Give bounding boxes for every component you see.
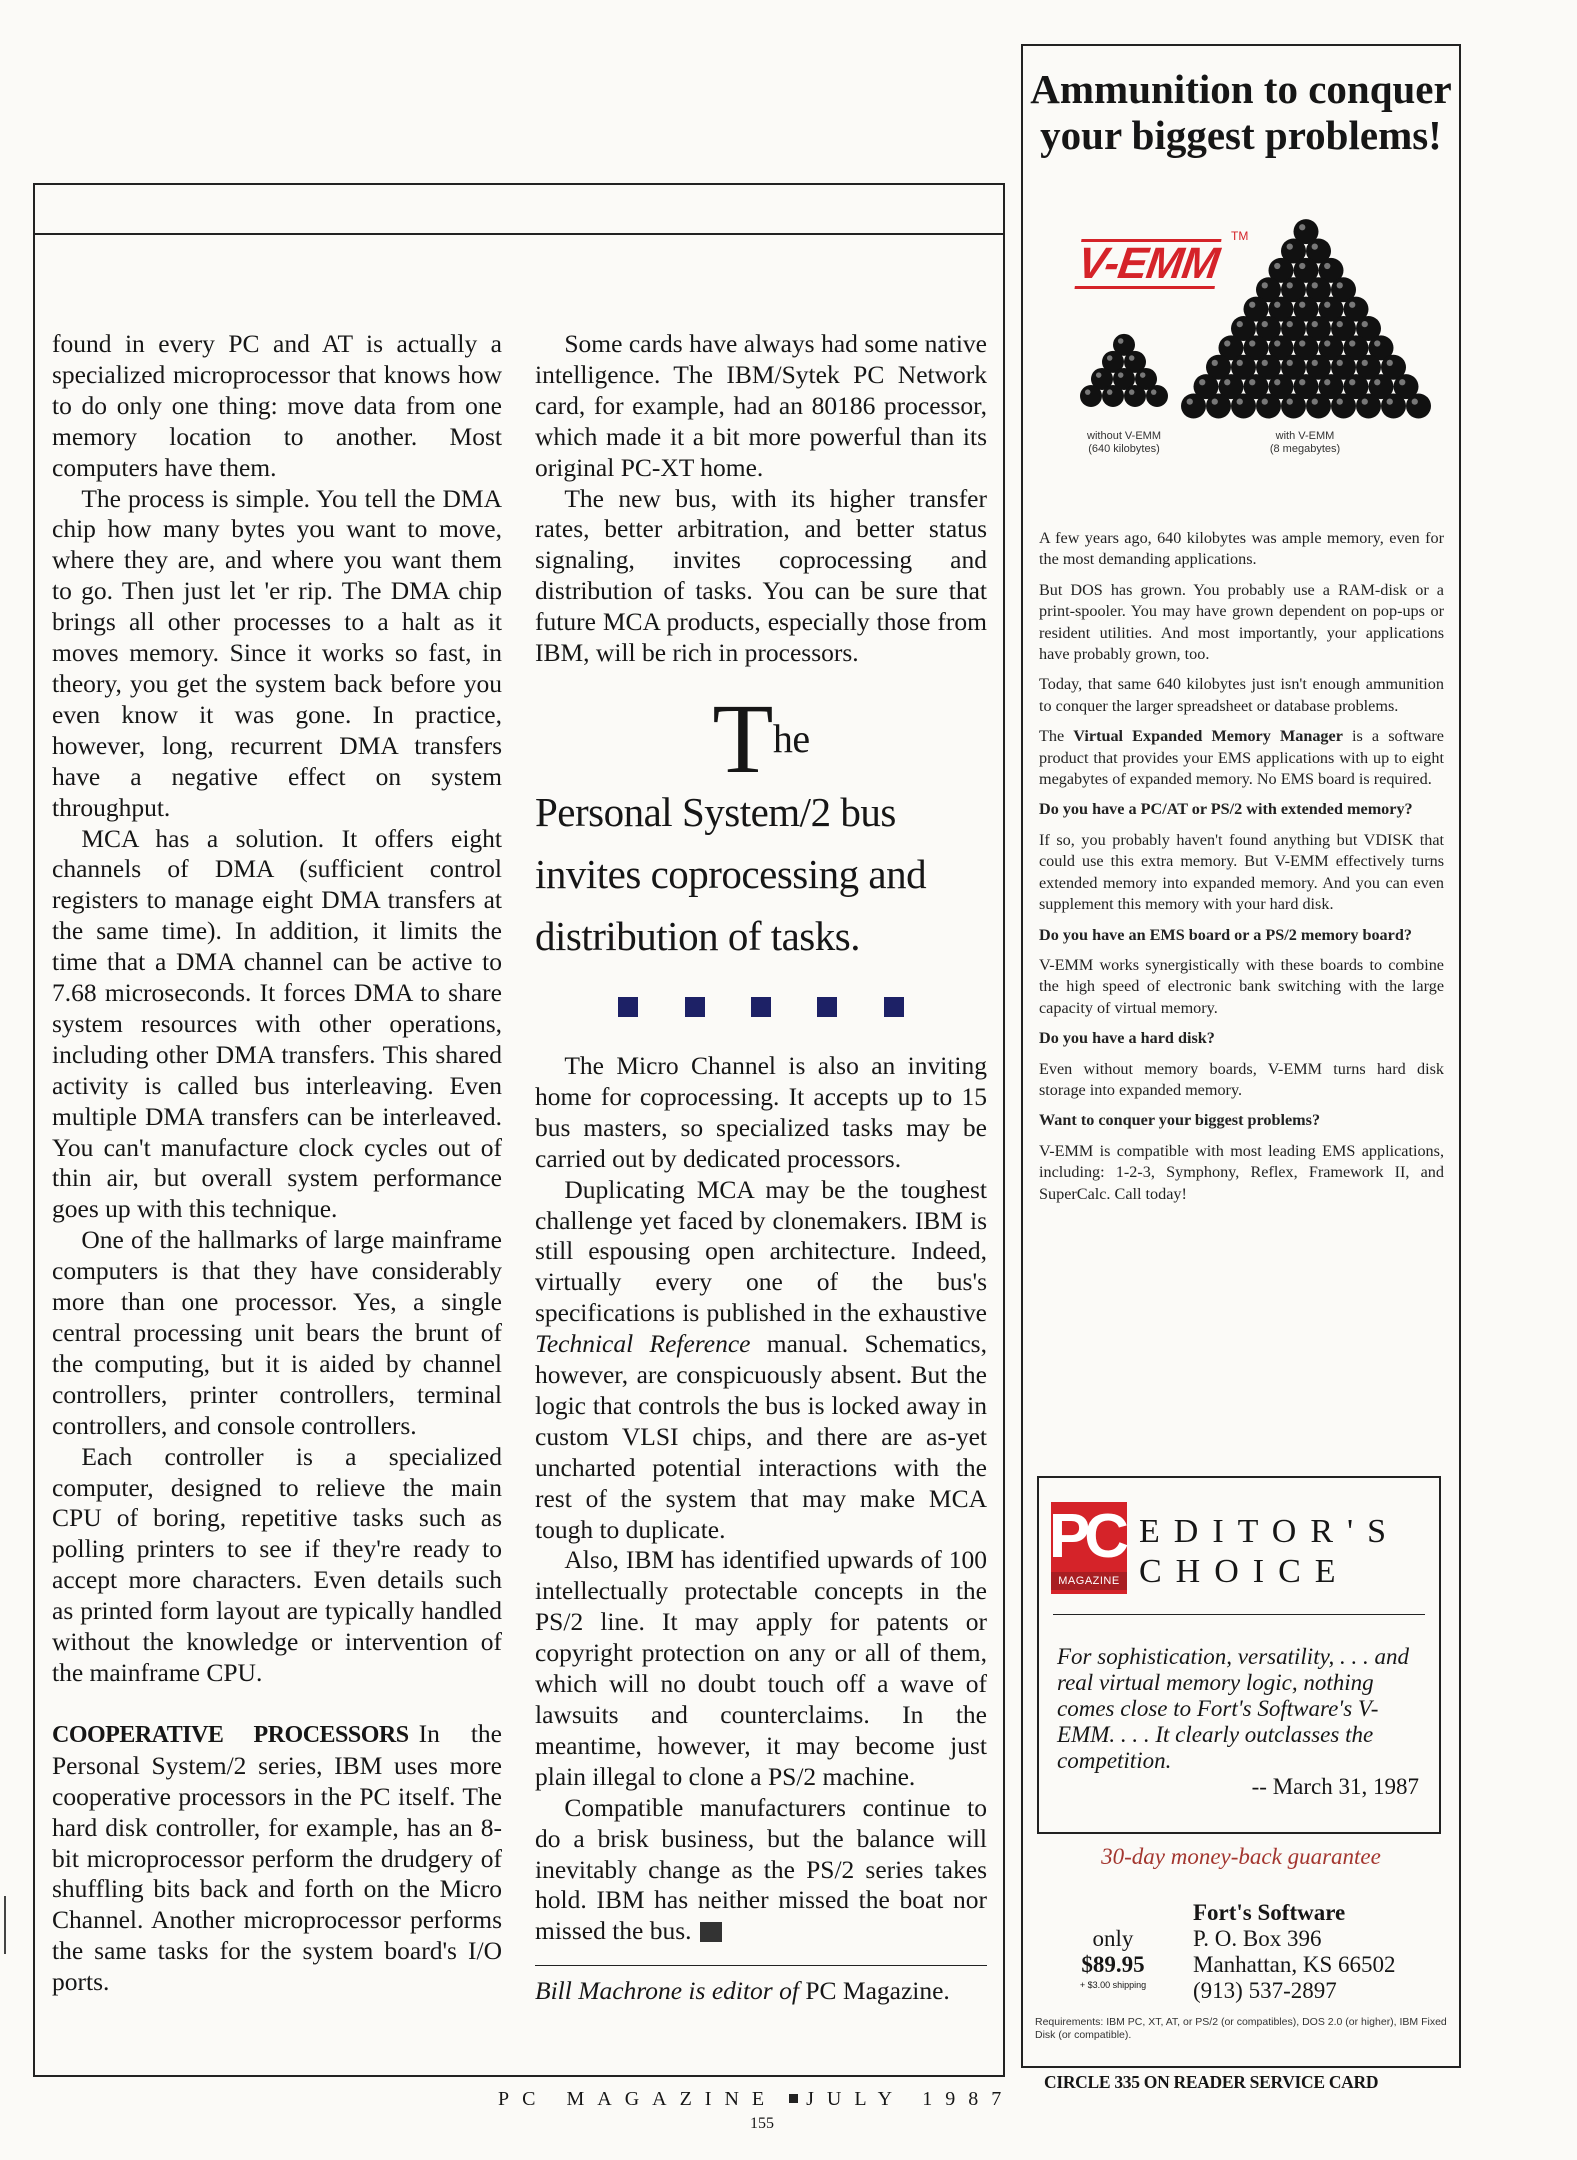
ammo-ball-highlight xyxy=(1224,340,1230,346)
large-pyramid-icon xyxy=(1181,219,1431,418)
pc-logo-subtext: MAGAZINE xyxy=(1051,1572,1127,1590)
ammo-ball-highlight xyxy=(1262,399,1268,405)
ad-question: Want to conquer your biggest problems? xyxy=(1039,1111,1321,1130)
ammo-ball-highlight xyxy=(1237,399,1243,405)
ammo-ball-icon xyxy=(1356,394,1381,419)
caption-line: without V-EMM xyxy=(1087,430,1161,442)
ammo-ball-highlight xyxy=(1249,302,1255,308)
ad-answer: Even without memory boards, V-EMM turns hard disk storage into expanded memory. xyxy=(1039,1059,1444,1099)
paragraph: Also, IBM has identified upwards of 100 intellectually protectable concepts in the PS/2 line. It may apply for patents or copyright protection on any or all of them, which will no doubt touch off a wave of lawsuits and counterclaims. In the meantime, however, it may become just plain illegal to clone a PS/2 machine. xyxy=(535,1545,987,1791)
divider-square xyxy=(685,997,705,1017)
ammo-ball-highlight xyxy=(1262,282,1268,288)
editors-choice-line: CHOICE xyxy=(1139,1553,1350,1590)
ammo-ball-icon xyxy=(1124,385,1146,407)
ammo-ball-highlight xyxy=(1262,321,1268,327)
ammo-ball-highlight xyxy=(1349,302,1355,308)
section-divider-squares xyxy=(595,997,927,1017)
ammo-ball-highlight xyxy=(1199,379,1205,385)
ammo-ball-highlight xyxy=(1374,379,1380,385)
ad-text: The xyxy=(1039,727,1074,746)
ammo-ball-highlight xyxy=(1274,302,1280,308)
pc-magazine-logo xyxy=(1048,1502,1127,1594)
ammo-ball-highlight xyxy=(1249,379,1255,385)
without-caption xyxy=(1069,430,1179,456)
ammo-ball-highlight xyxy=(1337,321,1343,327)
ammo-ball-highlight xyxy=(1349,340,1355,346)
page-number: 155 xyxy=(750,2115,774,2132)
ammo-ball-highlight xyxy=(1262,360,1268,366)
ammo-ball-highlight xyxy=(1237,360,1243,366)
ammo-ball-highlight xyxy=(1212,360,1218,366)
ad-question: Do you have a PC/AT or PS/2 with extended memory? xyxy=(1039,800,1413,819)
ammo-ball-icon xyxy=(1181,394,1206,419)
footer-magazine: PC MAGAZINE xyxy=(498,2088,778,2110)
editors-choice-label xyxy=(1139,1512,1400,1592)
ammo-ball-highlight xyxy=(1324,379,1330,385)
ammo-ball-highlight xyxy=(1387,360,1393,366)
ad-answer: If so, you probably haven't found anything but VDISK that could use this extra memory. But V-EMM effectively turns extended memory into expanded memory. And you can even supplement this memory with your hard disk. xyxy=(1039,830,1444,914)
paragraph: One of the hallmarks of large mainframe computers is that they have considerably more than one processor. Yes, a single central processing unit bears the brunt of the computing, but it is aided by channel controllers, printer controllers, terminal controllers, and console controllers. xyxy=(52,1225,502,1440)
paragraph-text: Compatible manufacturers continue to do a brisk business, but the balance will inevitably change as the PS/2 series takes hold. IBM has neither missed the boat nor missed the bus. xyxy=(535,1792,987,1946)
ammo-ball-highlight xyxy=(1337,360,1343,366)
editors-choice-line: EDITOR'S xyxy=(1139,1513,1401,1550)
ad-body-copy xyxy=(1039,528,1444,1214)
ammo-ball-highlight xyxy=(1274,379,1280,385)
product-name: Virtual Expanded Memory Manager xyxy=(1073,727,1343,746)
phone-number: (913) 537-2897 xyxy=(1193,1978,1337,2003)
ad-text: is a software product that provides your EMS applications with up to eight megabytes of expanded memory. No EMS board is required. xyxy=(1039,727,1444,789)
ammo-ball-highlight xyxy=(1107,355,1113,361)
reader-service-note: CIRCLE 335 ON READER SERVICE CARD xyxy=(1044,2072,1379,2092)
ammo-ball-highlight xyxy=(1274,340,1280,346)
ammo-ball-highlight xyxy=(1349,379,1355,385)
byline-text: Bill Machrone is editor of xyxy=(535,1976,806,2006)
pull-quote-initial-rest: he xyxy=(772,715,810,761)
magazine-name: PC Magazine. xyxy=(805,1976,950,2006)
ammo-ball-highlight xyxy=(1085,389,1091,395)
v-emm-advertisement xyxy=(1021,44,1461,2068)
ammo-ball-highlight xyxy=(1299,379,1305,385)
ammo-ball-highlight xyxy=(1337,399,1343,405)
ammo-ball-icon xyxy=(1102,385,1124,407)
paragraph: Some cards have always had some native intelligence. The IBM/Sytek PC Network card, for example, had an 80186 processor, which made it a bit more powerful than its original PC-XT home. xyxy=(535,329,987,482)
paragraph: found in every PC and AT is actually a specialized microprocessor that knows how to do only one thing: move data from one memory location to another. Most computers have them. xyxy=(52,329,502,482)
ammo-ball-icon xyxy=(1331,394,1356,419)
ammo-ball-highlight xyxy=(1274,263,1280,269)
ammo-ball-highlight xyxy=(1299,263,1305,269)
company-name: Fort's Software xyxy=(1193,1900,1346,1925)
ammo-ball-highlight xyxy=(1387,399,1393,405)
ammo-ball-highlight xyxy=(1362,321,1368,327)
caption-line: (640 kilobytes) xyxy=(1088,443,1160,455)
ammo-ball-highlight xyxy=(1312,282,1318,288)
divider-square xyxy=(817,997,837,1017)
ammo-ball-highlight xyxy=(1118,338,1124,344)
ad-answer: V-EMM is compatible with most leading EMS applications, including: 1-2-3, Symphony, Reflex, Framework II, and SuperCalc. Call today! xyxy=(1039,1141,1444,1203)
ad-headline: Ammunition to conquer your biggest problems! xyxy=(1030,66,1452,158)
paragraph-text: Duplicating MCA may be the toughest challenge yet faced by clonemakers. IBM is still espousing open architecture. Indeed, virtually every one of the bus's specifications is published in the exhaustive xyxy=(535,1174,987,1328)
ammo-ball-highlight xyxy=(1129,389,1135,395)
review-date: -- March 31, 1987 xyxy=(1251,1774,1419,1799)
company-address xyxy=(1193,1900,1396,2004)
ammo-ball-icon xyxy=(1146,385,1168,407)
trademark-mark: TM xyxy=(1231,229,1249,243)
ammo-ball-icon xyxy=(1381,394,1406,419)
ammo-ball-highlight xyxy=(1287,360,1293,366)
ammo-ball-highlight xyxy=(1299,224,1305,230)
ammo-ball-icon xyxy=(1406,394,1431,419)
ammo-ball-icon xyxy=(1080,385,1102,407)
footer-date: JULY 1987 xyxy=(806,2088,1015,2110)
paragraph-text: In the Personal System/2 series, IBM uses more cooperative processors in the PC itself. The hard disk controller, for example, has an 8-bit microprocessor perform the drudgery of shuffling bits back and forth on the Micro Channel. Another microprocessor performs the same tasks for the system board's I/O ports. xyxy=(52,1718,502,1997)
footer-separator-icon xyxy=(789,2094,798,2103)
ammo-ball-highlight xyxy=(1287,399,1293,405)
ammo-ball-highlight xyxy=(1287,282,1293,288)
paragraph xyxy=(52,1719,502,1998)
ammo-ball-highlight xyxy=(1312,244,1318,250)
paragraph: The new bus, with its higher transfer rates, better arbitration, and better status signaling, invites coprocessing and distribution of tasks. You can be sure that future MCA products, especially those from IBM, will be rich in processors. xyxy=(535,483,987,668)
ammo-ball-highlight xyxy=(1151,389,1157,395)
ammo-ball-highlight xyxy=(1287,244,1293,250)
ammo-ball-highlight xyxy=(1312,399,1318,405)
ad-paragraph: Today, that same 640 kilobytes just isn't enough ammunition to conquer the larger spreadsheet or database problems. xyxy=(1039,675,1444,715)
ammo-ball-highlight xyxy=(1212,399,1218,405)
publication-title: Technical Reference xyxy=(535,1329,751,1359)
ammo-ball-highlight xyxy=(1324,302,1330,308)
paragraph: The process is simple. You tell the DMA chip how many bytes you want to move, where they are, and where you want them to go. Then just let 'er rip. The DMA chip brings all other processes to a halt as it moves memory. Since it works so fast, in theory, you get the system back before you even know it was gone. In practice, however, long, recurrent DMA transfers have a negative effect on system throughput. xyxy=(52,483,502,822)
ammo-ball-highlight xyxy=(1324,263,1330,269)
ammo-ball-highlight xyxy=(1299,302,1305,308)
ammo-ball-highlight xyxy=(1140,372,1146,378)
paragraph: MCA has a solution. It offers eight channels of DMA (sufficient control registers to manage eight DMA transfers at the same time). In addition, it limits the time that a DMA channel can be active to 7.68 microseconds. It forces DMA to share system resources with other operations, including other DMA transfers. This shared activity is called bus interleaving. Even multiple DMA transfers can be interleaved. You can't manufacture clock cycles out of thin air, but overall system performance goes up with this technique. xyxy=(52,823,502,1224)
ammo-ball-highlight xyxy=(1224,379,1230,385)
divider-square xyxy=(618,997,638,1017)
money-back-guarantee: 30-day money-back guarantee xyxy=(1101,1844,1381,1869)
ad-question: Do you have a hard disk? xyxy=(1039,1029,1215,1048)
paragraph-text: manual. Schematics, however, are conspicuously absent. But the logic that controls the bus is locked away in custom VLSI chips, and there are as-yet uncharted potential interactions with the rest of the system that may make MCA tough to duplicate. xyxy=(535,1329,987,1544)
ad-question: Do you have an EMS board or a PS/2 memory board? xyxy=(1039,925,1412,944)
ammo-ball-highlight xyxy=(1312,321,1318,327)
ammo-ball-highlight xyxy=(1337,282,1343,288)
ad-paragraph: A few years ago, 640 kilobytes was ample memory, even for the most demanding applications. xyxy=(1039,529,1444,569)
address-line: Manhattan, KS 66502 xyxy=(1193,1952,1396,1977)
paragraph: The Micro Channel is also an inviting home for coprocessing. It accepts up to 15 bus masters, so specialized tasks may be carried out by dedicated processors. xyxy=(535,1050,987,1173)
ammo-ball-icon xyxy=(1256,394,1281,419)
shipping-note: + $3.00 shipping xyxy=(1079,1980,1147,1990)
ammo-ball-highlight xyxy=(1312,360,1318,366)
price-block xyxy=(1063,1926,1163,1992)
ad-paragraph xyxy=(1039,726,1444,790)
ammo-ball-highlight xyxy=(1249,340,1255,346)
paragraph xyxy=(535,1793,987,1948)
ammo-ball-highlight xyxy=(1107,389,1113,395)
ad-answer: V-EMM works synergistically with these boards to combine the high speed of electronic bank switching with the large capacity of virtual memory. xyxy=(1039,955,1444,1017)
caption-line: with V-EMM xyxy=(1275,430,1335,442)
page-footer xyxy=(498,2088,1014,2111)
article-column-2 xyxy=(535,329,987,2007)
end-of-article-icon xyxy=(700,1922,722,1942)
ammo-ball-highlight xyxy=(1096,372,1102,378)
ammo-ball-icon xyxy=(1281,394,1306,419)
review-quote: For sophistication, versatility, . . . and real virtual memory logic, nothing comes close to Fort's Software's V-EMM. . . . It clearly outclasses the competition. xyxy=(1057,1644,1410,1773)
divider-square xyxy=(884,997,904,1017)
divider-square xyxy=(751,997,771,1017)
ammo-ball-highlight xyxy=(1362,399,1368,405)
caption-line: (8 megabytes) xyxy=(1269,443,1341,455)
ammo-ball-highlight xyxy=(1129,355,1135,361)
header-rule xyxy=(35,233,1003,235)
ammo-ball-highlight xyxy=(1287,321,1293,327)
ammo-ball-highlight xyxy=(1399,379,1405,385)
pc-logo-text: PC xyxy=(1048,1502,1124,1571)
pull-quote xyxy=(535,682,987,967)
ammo-ball-highlight xyxy=(1118,372,1124,378)
ammo-ball-highlight xyxy=(1324,340,1330,346)
ammo-ball-highlight xyxy=(1374,340,1380,346)
ammo-ball-highlight xyxy=(1362,360,1368,366)
ammo-ball-icon xyxy=(1206,394,1231,419)
ammo-ball-highlight xyxy=(1187,399,1193,405)
margin-mark xyxy=(4,1896,6,1954)
ammo-ball-icon xyxy=(1231,394,1256,419)
section-heading: COOPERATIVE PROCESSORS xyxy=(52,1721,409,1748)
address-line: P. O. Box 396 xyxy=(1193,1926,1322,1951)
editors-choice-box xyxy=(1037,1476,1441,1834)
system-requirements: Requirements: IBM PC, XT, AT, or PS/2 (or compatibles), DOS 2.0 (or higher), IBM Fixed Disk (or compatible). xyxy=(1035,2016,1447,2041)
price-prefix: only xyxy=(1092,1926,1134,1951)
ammo-ball-highlight xyxy=(1412,399,1418,405)
paragraph xyxy=(535,1175,987,1546)
with-caption xyxy=(1245,430,1365,456)
small-pyramid-icon xyxy=(1080,334,1168,407)
article-column-1 xyxy=(52,329,502,1998)
ad-paragraph: But DOS has grown. You probably use a RAM-disk or a print-spooler. You may have grown dependent on pop-ups or resident utilities. And most importantly, your applications have probably grown, too. xyxy=(1039,580,1444,664)
ammo-ball-highlight xyxy=(1237,321,1243,327)
ammo-ball-highlight xyxy=(1299,340,1305,346)
author-byline xyxy=(535,1976,987,2007)
choice-rule xyxy=(1053,1614,1425,1615)
ammo-ball-icon xyxy=(1306,394,1331,419)
pull-quote-text: Personal System/2 bus invites coprocessing and distribution of tasks. xyxy=(535,788,927,959)
paragraph: Each controller is a specialized computer, designed to relieve the main CPU of boring, repetitive tasks such as polling printers to see if they're ready to accept more characters. Even details such as printed form layout are typically handled without the knowledge or intervention of the mainframe CPU. xyxy=(52,1441,502,1687)
byline-rule xyxy=(535,1965,987,1966)
pull-quote-initial: T xyxy=(712,682,773,794)
v-emm-logo: V-EMM xyxy=(1074,239,1222,288)
price: $89.95 xyxy=(1081,1952,1145,1977)
